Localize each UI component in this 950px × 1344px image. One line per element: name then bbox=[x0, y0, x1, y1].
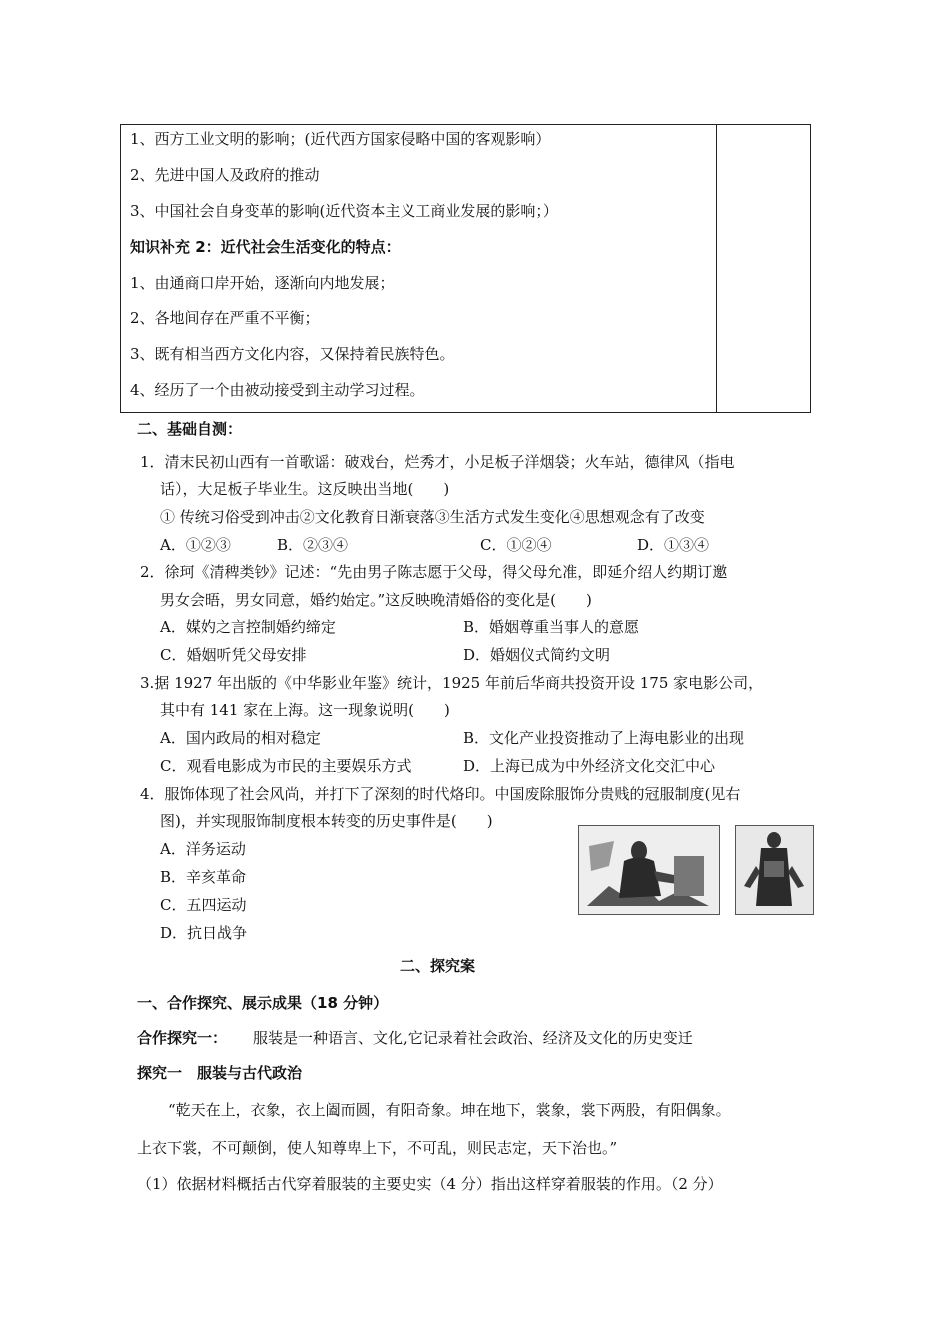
q2-option-b: B．婚姻尊重当事人的意愿 bbox=[463, 618, 640, 636]
q1-option-c: C．①②④ bbox=[480, 536, 552, 554]
q4-option-b: B．辛亥革命 bbox=[160, 868, 247, 886]
photo-seated-official bbox=[578, 825, 720, 915]
q1-stem-line2: 话），大足板子毕业生。这反映出当地( ) bbox=[160, 480, 450, 498]
q1-items: ① 传统习俗受到冲击②文化教育日渐衰落③生活方式发生变化④思想观念有了改变 bbox=[160, 508, 705, 526]
q3-option-d: D．上海已成为中外经济文化交汇中心 bbox=[463, 757, 716, 775]
q2-stem-line2: 男女会晤，男女同意，婚约始定。”这反映晚清婚俗的变化是( ) bbox=[160, 591, 592, 609]
q4-option-a: A．洋务运动 bbox=[160, 840, 246, 858]
q1-stem-line1: 1．清末民初山西有一首歌谣：破戏台，烂秀才，小足板子洋烟袋；火车站，德律风（指电 bbox=[140, 453, 735, 471]
table-line-2: 2、先进中国人及政府的推动 bbox=[130, 166, 320, 184]
q1-option-d: D．①③④ bbox=[637, 536, 710, 554]
q2-stem-line1: 2．徐珂《清稗类钞》记述：“先由男子陈志愿于父母，得父母允准，即延介绍人约期订邀 bbox=[140, 563, 728, 581]
q1-option-b: B．②③④ bbox=[277, 536, 349, 554]
q1-option-a: A．①②③ bbox=[160, 536, 231, 554]
table-line-3: 3、中国社会自身变革的影响(近代资本主义工商业发展的影响；） bbox=[130, 202, 558, 220]
section-basic-heading: 二、基础自测： bbox=[137, 420, 243, 438]
table-divider bbox=[716, 124, 717, 413]
q3-stem-line2: 其中有 141 家在上海。这一现象说明( ) bbox=[160, 701, 450, 719]
q4-option-d: D．抗日战争 bbox=[160, 924, 248, 942]
coop1-text: 服装是一种语言、文化,它记录着社会政治、经济及文化的历史变迁 bbox=[253, 1029, 693, 1047]
section-explore-heading: 二、探究案 bbox=[400, 957, 476, 975]
q3-option-c: C．观看电影成为市民的主要娱乐方式 bbox=[160, 757, 412, 775]
explore1-title: 探究一 服装与古代政治 bbox=[137, 1064, 303, 1082]
q4-option-c: C．五四运动 bbox=[160, 896, 247, 914]
table-line-supplement-title: 知识补充 2：近代社会生活变化的特点： bbox=[130, 238, 401, 256]
q3-option-a: A．国内政局的相对稳定 bbox=[160, 729, 321, 747]
coop1-label: 合作探究一： bbox=[137, 1029, 228, 1047]
quote-line2: 上衣下裳，不可颠倒，使人知尊卑上下，不可乱，则民志定，天下治也。” bbox=[137, 1139, 618, 1157]
photo-standing-official bbox=[735, 825, 814, 915]
task1: （1）依据材料概括古代穿着服装的主要史实（4 分）指出这样穿着服装的作用。（2 分） bbox=[137, 1175, 723, 1193]
table-line-1: 1、西方工业文明的影响；(近代西方国家侵略中国的客观影响） bbox=[130, 130, 551, 148]
q4-stem-line1: 4．服饰体现了社会风尚，并打下了深刻的时代烙印。中国废除服饰分贵贱的冠服制度(见右 bbox=[140, 785, 741, 803]
table-line-8: 4、经历了一个由被动接受到主动学习过程。 bbox=[130, 381, 425, 399]
q3-stem-line1: 3.据 1927 年出版的《中华影业年鉴》统计，1925 年前后华商共投资开设 175 家电影公司， bbox=[140, 674, 764, 692]
q2-option-c: C．婚姻听凭父母安排 bbox=[160, 646, 307, 664]
q2-option-d: D．婚姻仪式简约文明 bbox=[463, 646, 611, 664]
quote-line1: “乾天在上，衣象，衣上阖而圆，有阳奇象。坤在地下，裳象，裳下两股，有阳偶象。 bbox=[168, 1101, 731, 1119]
q3-option-b: B．文化产业投资推动了上海电影业的出现 bbox=[463, 729, 745, 747]
coop-heading: 一、合作探究、展示成果（18 分钟） bbox=[137, 994, 389, 1012]
q4-stem-line2: 图)，并实现服饰制度根本转变的历史事件是( ) bbox=[160, 812, 493, 830]
table-line-5: 1、由通商口岸开始，逐渐向内地发展； bbox=[130, 274, 395, 292]
q2-option-a: A．媒妁之言控制婚约缔定 bbox=[160, 618, 336, 636]
table-line-6: 2、各地间存在严重不平衡； bbox=[130, 309, 320, 327]
table-line-7: 3、既有相当西方文化内容，又保持着民族特色。 bbox=[130, 345, 455, 363]
